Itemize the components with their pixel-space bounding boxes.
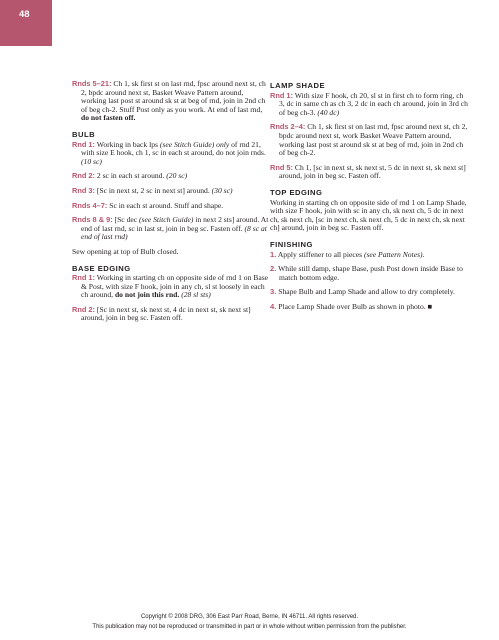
step-text: Place Lamp Shade over Bulb as shown in photo. ■	[276, 301, 433, 311]
stitch-count: (28 sl sts)	[179, 290, 211, 300]
stitch-count: (40 dc)	[317, 107, 340, 117]
step-number: 4.	[270, 301, 277, 311]
bulb-sew-note: Sew opening at top of Bulb closed.	[72, 246, 179, 256]
round-text: Sc in each st around. Stuff and shape.	[107, 200, 224, 210]
instruction-base-edging-rnd-2	[72, 306, 270, 323]
section-heading-lamp-shade: LAMP SHADE	[270, 81, 326, 90]
round-label: Rnd 2:	[72, 304, 95, 314]
round-text: Working in back lps	[95, 139, 160, 149]
top-edging-text: Working in starting ch on opposite side of rnd 1 on Lamp Shade, with size F hook, join with sc in any ch, sk next ch, 5 dc in next ch, sk next ch, [sc in next ch, sk next ch, 5 dc in next ch, sk next ch] around, join in beg sc. Fasten off.	[270, 197, 467, 233]
round-label: Rnd 3:	[72, 185, 95, 195]
round-bold-text: do not fasten off.	[81, 113, 136, 123]
instruction-lamp-shade-rnd-1	[270, 92, 470, 118]
round-text: Ch 1, sk first st on last rnd, fpsc around next st, ch 2, bpdc around next st, work Basket Weave Pattern around, working last post st around sk st at beg of rnd, join in 2nd ch of beg ch-2.	[279, 122, 468, 158]
permission-line: This publication may not be reproduced or transmitted in part or in whole without written permission from the publisher.	[92, 624, 407, 630]
step-text-end: .	[422, 249, 425, 259]
round-text: 2 sc in each st around.	[95, 171, 167, 181]
instruction-lamp-shade-rnd-5	[270, 164, 470, 181]
stitch-guide-ref: (see Stitch Guide)	[139, 215, 194, 225]
stitch-count: (20 sc)	[166, 171, 188, 181]
instruction-lamp-shade-rnds-2-4	[270, 123, 470, 157]
round-label: Rnd 1:	[72, 273, 95, 283]
step-number: 2.	[270, 264, 277, 274]
round-label: Rnds 8 & 9:	[72, 215, 113, 225]
stitch-guide-ref: (see Stitch Guide)	[159, 139, 215, 149]
round-text: [Sc dec	[112, 215, 140, 225]
step-text: Apply stiffener to all pieces	[276, 249, 364, 259]
pattern-notes-ref: (see Pattern Notes)	[363, 249, 423, 259]
instruction-bulb-rnds-8-9	[72, 216, 270, 242]
page-number: 48	[19, 9, 30, 20]
round-text: With size F hook, ch 20, sl st in first ch to form ring, ch 3, dc in same ch as ch 3, 2 dc in each ch around, join in 3rd ch of beg ch-3.	[279, 90, 468, 117]
instruction-rnds-5-21	[72, 80, 270, 123]
round-label: Rnds 5–21:	[72, 79, 112, 88]
section-heading-top-edging: TOP EDGING	[270, 187, 323, 197]
stitch-count: (30 sc)	[211, 185, 233, 195]
step-number: 3.	[270, 287, 277, 297]
round-text: Ch 1, [sc in next st, sk next st, 5 dc in next st, sk next st] around, join in beg sc. Fasten off.	[279, 162, 466, 181]
round-label: Rnds 4–7:	[72, 200, 108, 210]
round-label: Rnd 2:	[72, 171, 95, 181]
right-column	[270, 80, 470, 317]
round-text: [Sc in next st, 2 sc in next st] around.	[95, 185, 212, 195]
finishing-step	[270, 265, 470, 282]
round-emphasis: only	[214, 139, 230, 149]
round-label: Rnds 2–4:	[270, 122, 306, 132]
finishing-step	[270, 303, 470, 312]
page-number-tab	[0, 0, 52, 46]
section-heading-bulb: BULB	[72, 129, 96, 139]
stitch-count: (10 sc)	[81, 156, 102, 166]
round-text: Ch 1, sk first st on last rnd, fpsc around next st, ch 2, bpdc around next st, Basket Weave Pattern around, working last post st around sk st at beg of rnd, join in 2nd ch of beg ch-2. Stuff Post only as you work. At end of last rnd,	[81, 79, 266, 114]
left-column	[72, 80, 270, 329]
section-heading-finishing: FINISHING	[270, 239, 313, 249]
round-bold-text: do not join this rnd.	[114, 290, 180, 300]
step-text: While still damp, shape Base, push Post down inside Base to match bottom edge.	[276, 264, 463, 282]
finishing-step	[270, 251, 470, 260]
instruction-base-edging-rnd-1	[72, 274, 270, 300]
round-text: in next 2 sts] around. At end of last rnd, sc in last st, join in beg sc. Fasten off.	[81, 215, 269, 233]
round-label: Rnd 1:	[270, 90, 293, 100]
round-label: Rnd 5:	[270, 162, 293, 172]
round-text: [Sc in next st, sk next st, 4 dc in next st, sk next st] around, join in beg sc. Fasten off.	[81, 304, 251, 323]
section-heading-base-edging: BASE EDGING	[72, 263, 131, 273]
instruction-bulb-rnd-1	[72, 141, 270, 167]
copyright-line: Copyright © 2008 DRG, 306 East Parr Road, Berne, IN 46711. All rights reserved.	[140, 614, 359, 620]
finishing-step	[270, 288, 470, 297]
instruction-bulb-rnd-3	[72, 187, 270, 196]
step-text: Shape Bulb and Lamp Shade and allow to dry completely.	[276, 287, 455, 297]
round-text: Working in starting ch on opposite side of rnd 1 on Base & Post, with size F hook, join in any ch, sl st loosely in each ch around,	[81, 273, 269, 300]
round-label: Rnd 1:	[72, 139, 95, 149]
finishing-steps	[270, 251, 470, 312]
round-text: of rnd 21, with size E hook, ch 1, sc in each st around, do not join rnds.	[81, 139, 266, 158]
step-number: 1.	[270, 249, 277, 259]
instruction-bulb-rnd-2	[72, 172, 270, 181]
stitch-count: (8 sc at end of last rnd)	[81, 223, 267, 242]
instruction-bulb-rnds-4-7	[72, 202, 270, 211]
